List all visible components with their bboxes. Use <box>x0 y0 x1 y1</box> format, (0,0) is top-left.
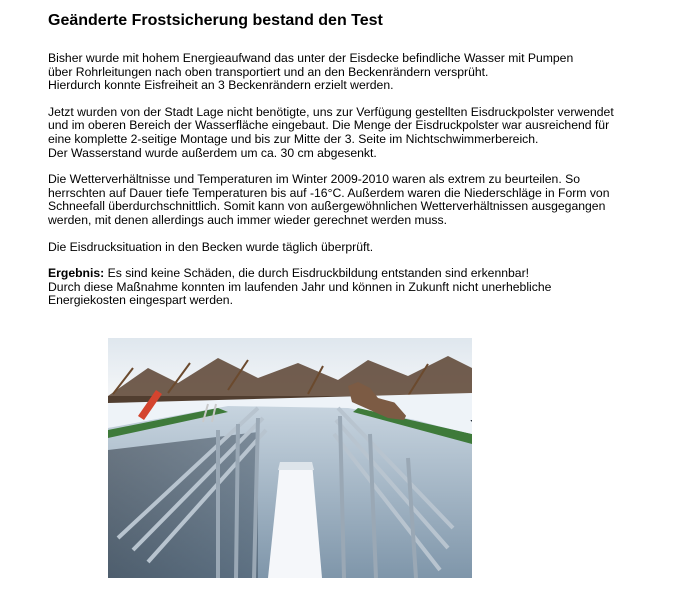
text-line: und im oberen Bereich der Wasserfläche eingebaut. Die Menge der Eisdruckpolster war ausreichend für <box>48 118 610 133</box>
result-line <box>48 267 648 281</box>
page-title: Geänderte Frostsicherung bestand den Test <box>48 12 383 29</box>
text-line: Die Wetterverhältnisse und Temperaturen im Winter 2009-2010 waren als extrem zu beurteilen. So <box>48 172 580 187</box>
text-line: werden, mit denen allerdings auch immer wieder gerechnet werden muss. <box>48 212 447 227</box>
text-line: Hierdurch konnte Eisfreiheit an 3 Beckenrändern erzielt werden. <box>48 78 394 93</box>
text-line: Energiekosten eingespart werden. <box>48 293 233 308</box>
text-line: über Rohrleitungen nach oben transportiert und an den Beckenrändern versprüht. <box>48 64 489 79</box>
pool-illustration <box>108 338 472 578</box>
text-line: Die Eisdrucksituation in den Becken wurde täglich überprüft. <box>48 239 374 254</box>
text-line: Jetzt wurden von der Stadt Lage nicht benötigte, uns zur Verfügung gestellten Eisdruckpolster verwendet <box>48 104 614 119</box>
paragraph-energy <box>48 52 648 93</box>
text-line: eine komplette 2-seitige Montage und bis zur Mitte der 3. Seite im Nichtschwimmerbereich. <box>48 131 539 146</box>
text-line: Schneefall überdurchschnittlich. Somit kann von außergewöhnlichen Wetterverhältnissen ausgegangen <box>48 199 606 214</box>
text-line: Durch diese Maßnahme konnten im laufenden Jahr und können in Zukunft nicht unerhebliche <box>48 279 552 294</box>
paragraph-weather <box>48 173 648 227</box>
paragraph-ice-cushions <box>48 106 648 160</box>
document-body <box>48 12 648 321</box>
result-label: Ergebnis: <box>48 266 105 281</box>
paragraph-daily-check <box>48 241 648 255</box>
paragraph-result <box>48 267 648 308</box>
text-line: herrschten auf Dauer tiefe Temperaturen bis auf -16°C. Außerdem waren die Niederschläge in Form von <box>48 185 610 200</box>
text-line: Bisher wurde mit hohem Energieaufwand das unter der Eisdecke befindliche Wasser mit Pumpen <box>48 51 574 65</box>
text-line: Der Wasserstand wurde außerdem um ca. 30 cm abgesenkt. <box>48 145 377 160</box>
result-text: Es sind keine Schäden, die durch Eisdruckbildung entstanden sind erkennbar! <box>104 266 530 281</box>
winter-pool-photo <box>108 338 472 578</box>
